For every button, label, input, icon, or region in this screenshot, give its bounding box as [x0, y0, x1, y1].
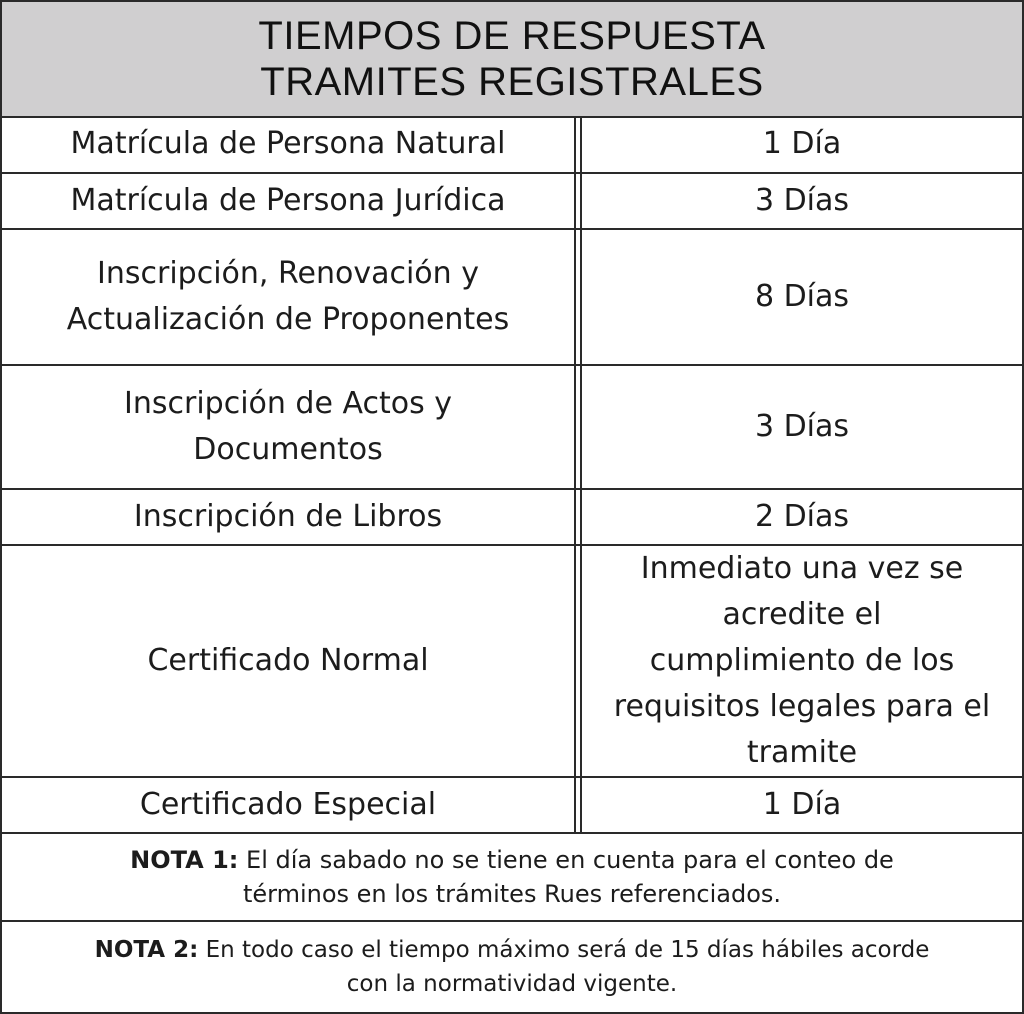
tiempo-text: requisitos legales para el	[613, 689, 991, 724]
column-divider	[574, 546, 582, 776]
tiempo-cell	[582, 546, 1022, 776]
note-1	[2, 834, 1022, 922]
tiempo-text: tramite	[746, 735, 858, 770]
table-row	[2, 116, 1022, 174]
column-divider	[574, 174, 582, 228]
tiempo-cell	[582, 230, 1022, 364]
tramite-cell	[2, 778, 574, 832]
tiempo-text: Inmediato una vez se	[640, 551, 964, 586]
tiempo-text: 3 Días	[754, 183, 850, 218]
tiempo-text: 8 Días	[754, 279, 850, 314]
note-2-label: NOTA 2:	[94, 937, 199, 963]
tiempo-cell	[582, 174, 1022, 228]
tramite-text: Inscripción de Actos y	[124, 386, 452, 421]
table-row	[2, 230, 1022, 366]
title-line-2: TRAMITES REGISTRALES	[260, 60, 764, 104]
note-2-line-2: con la normatividad vigente.	[346, 971, 678, 997]
title-line-1: TIEMPOS DE RESPUESTA	[258, 14, 766, 58]
tiempo-cell	[582, 116, 1022, 172]
column-divider	[574, 490, 582, 544]
table-row	[2, 174, 1022, 230]
tiempo-text: cumplimiento de los	[649, 643, 955, 678]
tiempo-cell	[582, 366, 1022, 488]
tramite-cell	[2, 174, 574, 228]
tramite-cell	[2, 116, 574, 172]
tramite-text: Inscripción, Renovación y	[97, 256, 479, 291]
tramite-cell	[2, 546, 574, 776]
tramite-cell	[2, 490, 574, 544]
table-title	[2, 2, 1022, 118]
tiempo-text: 1 Día	[762, 126, 842, 161]
tramite-cell	[2, 366, 574, 488]
tramite-text: Certificado Especial	[139, 787, 437, 822]
column-divider	[574, 116, 582, 172]
tramite-text: Actualización de Proponentes	[66, 302, 510, 337]
tramite-cell	[2, 230, 574, 364]
note-1-label: NOTA 1:	[130, 846, 239, 874]
tramite-text: Documentos	[193, 432, 383, 467]
note-2	[2, 922, 1022, 1012]
tramite-text: Certificado Normal	[147, 643, 429, 678]
table-row	[2, 490, 1022, 546]
tiempo-text: acredite el	[722, 597, 882, 632]
tiempo-cell	[582, 778, 1022, 832]
tiempo-cell	[582, 490, 1022, 544]
tiempo-text: 2 Días	[754, 499, 850, 534]
table-row	[2, 366, 1022, 490]
tiempo-text: 3 Días	[754, 409, 850, 444]
tramite-text: Matrícula de Persona Jurídica	[70, 183, 506, 218]
column-divider	[574, 366, 582, 488]
note-2-line-1	[95, 933, 930, 967]
tiempo-text: 1 Día	[762, 787, 842, 822]
note-1-text: El día sabado no se tiene en cuenta para el conteo de	[238, 846, 894, 874]
table-row	[2, 778, 1022, 834]
table-row	[2, 546, 1022, 778]
note-1-line-2: términos en los trámites Rues referenciados.	[242, 880, 782, 908]
column-divider	[574, 230, 582, 364]
note-1-line-1	[130, 843, 894, 877]
tramite-text: Inscripción de Libros	[133, 499, 443, 534]
tramite-text: Matrícula de Persona Natural	[70, 126, 506, 161]
column-divider	[574, 778, 582, 832]
note-2-text: En todo caso el tiempo máximo será de 15 días hábiles acorde	[198, 937, 930, 963]
